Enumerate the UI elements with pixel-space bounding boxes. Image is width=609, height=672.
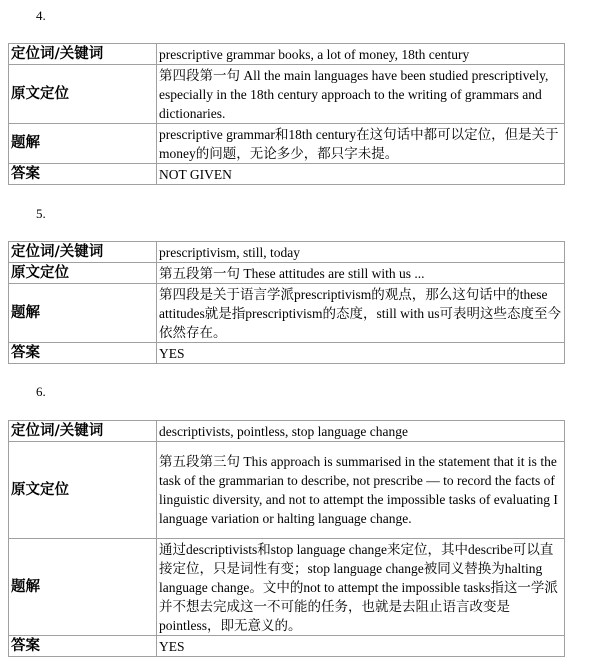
- keywords-row: [9, 242, 565, 263]
- answer-row: [9, 164, 565, 185]
- keywords-label: 定位词/关键词: [9, 242, 157, 263]
- answer-row: [9, 343, 565, 364]
- source-row: [9, 263, 565, 284]
- explanation-value: prescriptive grammar和18th century在这句话中都可以定位，但是关于money的问题，无论多少，都只字未提。: [157, 124, 565, 164]
- explanation-row: [9, 124, 565, 164]
- keywords-row: [9, 421, 565, 442]
- explanation-row: [9, 539, 565, 636]
- explanation-row: [9, 284, 565, 343]
- explanation-label: 题解: [9, 124, 157, 164]
- explanation-value: 通过descriptivists和stop language change来定位，其中describe可以直接定位，只是词性有变；stop language change被同义替换为halting language change。文中的not to attempt the impossible tasks指这一学派并不想去完成这一不可能的任务，也就是去阻止语言改变是pointless，即无意义的。: [157, 539, 565, 636]
- explanation-label: 题解: [9, 539, 157, 636]
- question-table: [8, 241, 565, 364]
- keywords-label: 定位词/关键词: [9, 44, 157, 65]
- question-table: [8, 43, 565, 185]
- question-number: 4.: [36, 8, 46, 23]
- explanation-label: 题解: [9, 284, 157, 343]
- answer-value: YES: [157, 636, 565, 657]
- answer-row: [9, 636, 565, 657]
- answer-label: 答案: [9, 343, 157, 364]
- keywords-value: prescriptivism, still, today: [157, 242, 565, 263]
- source-label: 原文定位: [9, 263, 157, 284]
- question-table: [8, 420, 565, 657]
- keywords-value: descriptivists, pointless, stop language change: [157, 421, 565, 442]
- keywords-value: prescriptive grammar books, a lot of money, 18th century: [157, 44, 565, 65]
- keywords-label: 定位词/关键词: [9, 421, 157, 442]
- answer-label: 答案: [9, 164, 157, 185]
- source-value: 第五段第三句 This approach is summarised in the statement that it is the task of the grammarian to describe, not prescribe — to record the facts of linguistic diversity, and not to attempt the impossible tasks of evaluating I language variation or halting language change.: [157, 442, 565, 539]
- source-value: 第四段第一句 All the main languages have been studied prescriptively, especially in the 18th century approach to the writing of grammars and dictionaries.: [157, 65, 565, 124]
- source-label: 原文定位: [9, 65, 157, 124]
- keywords-row: [9, 44, 565, 65]
- source-value: 第五段第一句 These attitudes are still with us ...: [157, 263, 565, 284]
- explanation-value: 第四段是关于语言学派prescriptivism的观点，那么这句话中的these attitudes就是指prescriptivism的态度，still with us可表明这些态度至今依然存在。: [157, 284, 565, 343]
- source-row: [9, 65, 565, 124]
- answer-value: YES: [157, 343, 565, 364]
- answer-value: NOT GIVEN: [157, 164, 565, 185]
- question-number: 6.: [36, 384, 46, 399]
- source-label: 原文定位: [9, 442, 157, 539]
- answer-label: 答案: [9, 636, 157, 657]
- source-row: [9, 442, 565, 539]
- question-number: 5.: [36, 206, 46, 221]
